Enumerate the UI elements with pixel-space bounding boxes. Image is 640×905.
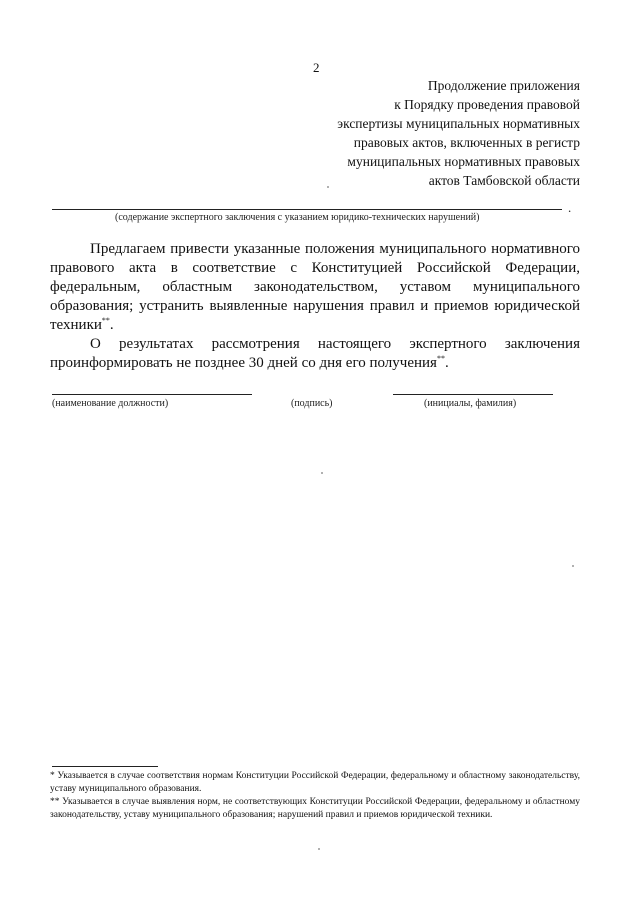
position-line (52, 394, 252, 395)
appendix-header-line: к Порядку проведения правовой (394, 97, 580, 112)
scan-speck (318, 848, 320, 850)
results-end: . (444, 355, 449, 371)
appendix-header-line: правовых актов, включенных в регистр (353, 135, 580, 150)
footnote-1: * Указывается в случае соответствия нормам Конституции Российской Федерации, федеральному и областному законодательству, уставу муниципального образования. (50, 771, 580, 794)
name-line (393, 394, 553, 395)
position-caption: (наименование должности) (52, 398, 169, 409)
footnote-separator (52, 766, 158, 767)
appendix-header (260, 76, 580, 190)
footnote-mark: ** (101, 316, 110, 325)
footnote-2: ** Указывается в случае выявления норм, не соответствующих Конституции Российской Федерации, федеральному и областному законодательству, уставу муниципального образования; нарушений правил и приемов юридической техники. (50, 797, 580, 820)
body-text (50, 240, 580, 373)
page-number: 2 (313, 60, 320, 75)
scan-speck (327, 186, 329, 188)
trailing-dot: . (568, 200, 572, 215)
proposal-paragraph (50, 240, 580, 335)
appendix-header-line: Продолжение приложения (427, 78, 580, 93)
signature-caption: (подпись) (291, 398, 333, 409)
scan-speck (572, 565, 574, 567)
footnote-mark: ** (436, 354, 445, 363)
content-caption: (содержание экспертного заключения с указанием юридико-технических нарушений) (115, 212, 480, 223)
results-text: О результатах рассмотрения настоящего экспертного заключения проинформировать не позднее 30 дней со дня его получения (50, 336, 580, 371)
name-caption: (инициалы, фамилия) (424, 398, 517, 409)
results-paragraph (50, 335, 580, 373)
footnotes (50, 770, 580, 822)
proposal-text: Предлагаем привести указанные положения муниципального нормативного правового акта в соответствие с Конституцией Российской Федерации, федеральным, областным законодательством, уставом муниципального образования; устранить выявленные нарушения правил и приемов юридической техники (50, 241, 580, 333)
appendix-header-line: актов Тамбовской области (428, 173, 580, 188)
content-fill-line (52, 209, 562, 210)
appendix-header-line: муниципальных нормативных правовых (347, 154, 580, 169)
scan-speck (321, 472, 323, 474)
proposal-end: . (109, 317, 114, 333)
appendix-header-line: экспертизы муниципальных нормативных (337, 116, 580, 131)
